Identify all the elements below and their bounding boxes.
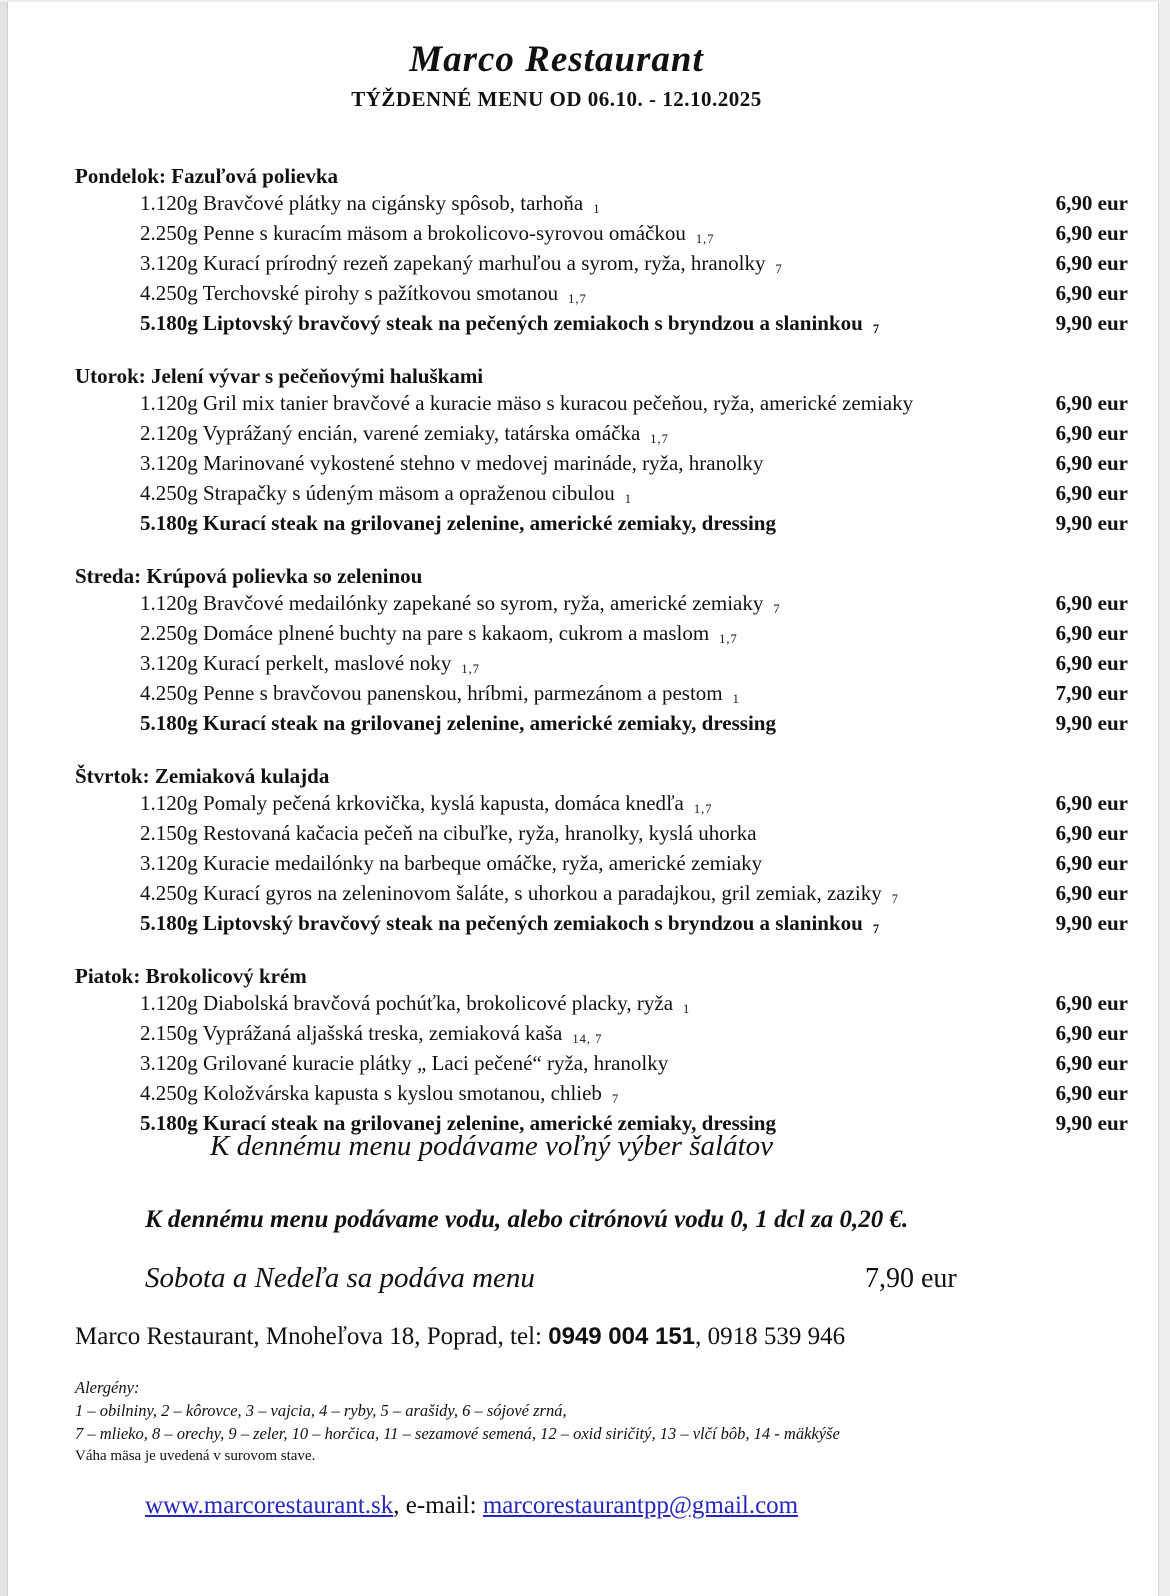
raw-weight-note: Váha mäsa je uvedená v surovom stave. — [75, 1448, 316, 1464]
menu-item-price: 6,90 eur — [1055, 591, 1128, 615]
menu-item-price: 6,90 eur — [1055, 251, 1128, 275]
menu-item-text — [75, 310, 1056, 340]
document-header — [0, 38, 1113, 112]
allergen-numbers — [913, 402, 923, 416]
dish-name: 2.250g Domáce plnené buchty na pare s kakaom, cukrom a maslom — [140, 621, 710, 645]
menu-item-price: 6,90 eur — [1055, 1051, 1128, 1075]
menu-item-special — [75, 710, 1128, 740]
menu-item — [75, 190, 1128, 220]
salad-note: K dennému menu podávame voľný výber šalátov — [210, 1130, 773, 1162]
menu-item — [75, 880, 1128, 910]
menu-item-price: 7,90 eur — [1055, 681, 1128, 705]
allergen-numbers: 7 — [872, 922, 881, 936]
weekend-menu-note: Sobota a Nedeľa sa podáva menu — [145, 1262, 535, 1294]
menu-item-price: 6,90 eur — [1055, 221, 1128, 245]
allergen-numbers: 1 — [624, 492, 632, 506]
menu-item-price: 6,90 eur — [1055, 1021, 1128, 1045]
contact-address: Marco Restaurant, Mnoheľova 18, Poprad, tel: — [75, 1323, 549, 1350]
allergen-numbers: 1,7 — [719, 632, 738, 646]
menu-item — [75, 390, 1128, 420]
menu-item — [75, 790, 1128, 820]
dish-name: 5.180g Liptovský bravčový steak na pečených zemiakoch s bryndzou a slaninkou — [140, 911, 863, 935]
allergen-numbers: 1 — [593, 202, 601, 216]
menu-item-special — [75, 910, 1128, 940]
menu-item-price: 6,90 eur — [1055, 621, 1128, 645]
menu-item-text — [75, 190, 1056, 220]
dish-name: 4.250g Koložvárska kapusta s kyslou smotanou, chlieb — [140, 1081, 602, 1105]
menu-item-text — [75, 1050, 1056, 1080]
dish-name: 4.250g Terchovské pirohy s pažítkovou smotanou — [140, 281, 559, 305]
menu-item-price: 6,90 eur — [1055, 851, 1128, 875]
menu-item-text — [75, 880, 1056, 910]
footer-separator: , e-mail: — [393, 1492, 483, 1519]
day-header-pondelok: Pondelok: Fazuľová polievka — [75, 164, 339, 188]
menu-item-price: 6,90 eur — [1055, 191, 1128, 215]
allergen-legend-title: Alergény: — [75, 1378, 140, 1397]
allergen-numbers: 1,7 — [695, 232, 715, 246]
menu-item-text — [75, 390, 1056, 420]
menu-item — [75, 1020, 1128, 1050]
day-header-piatok: Piatok: Brokolicový krém — [75, 964, 307, 988]
menu-item-price: 9,90 eur — [1055, 711, 1128, 735]
menu-item — [75, 280, 1128, 310]
allergen-numbers — [757, 832, 767, 846]
dish-name: 5.180g Kurací steak na grilovanej zelenine, americké zemiaky, dressing — [140, 511, 776, 535]
day-block-stvrtok — [75, 763, 1128, 940]
menu-item-price: 6,90 eur — [1055, 881, 1128, 905]
menu-item — [75, 820, 1128, 850]
menu-item-text — [75, 850, 1056, 880]
menu-item-price: 6,90 eur — [1055, 991, 1128, 1015]
dish-name: 1.120g Bravčové plátky na cigánsky spôsob, tarhoňa — [140, 191, 584, 215]
dish-name: 2.150g Restovaná kačacia pečeň na cibuľke, ryža, hranolky, kyslá uhorka — [140, 821, 757, 845]
menu-item — [75, 450, 1128, 480]
dish-name: 1.120g Diabolská bravčová pochúťka, brokolicové placky, ryža — [140, 991, 674, 1015]
allergen-legend-line1: 1 – obilniny, 2 – kôrovce, 3 – vajcia, 4 – ryby, 5 – arašidy, 6 – sójové zrná, — [75, 1401, 567, 1420]
menu-item — [75, 480, 1128, 510]
allergen-numbers: 1,7 — [693, 802, 713, 816]
day-block-pondelok — [75, 163, 1128, 340]
footer-links — [145, 1492, 798, 1520]
menu-item-price: 6,90 eur — [1055, 1081, 1128, 1105]
allergen-legend-line2: 7 – mlieko, 8 – orechy, 9 – zeler, 10 – horčica, 11 – sezamové semená, 12 – oxid siričitý, 13 – vlčí bôb, 14 - mäkkýše — [75, 1424, 840, 1443]
weekend-menu-price: 7,90 eur — [865, 1263, 957, 1294]
allergen-numbers: 7 — [773, 602, 781, 616]
menu-item-text — [75, 820, 1056, 850]
allergen-numbers — [762, 862, 772, 876]
contact-line — [75, 1323, 845, 1351]
dish-name: 3.120g Grilované kuracie plátky „ Laci pečené“ ryža, hranolky — [140, 1051, 669, 1075]
menu-item — [75, 220, 1128, 250]
menu-item-text — [75, 420, 1056, 450]
allergen-numbers: 7 — [775, 262, 783, 276]
menu-item — [75, 850, 1128, 880]
menu-item-price: 9,90 eur — [1055, 1111, 1128, 1135]
day-header-utorok: Utorok: Jelení vývar s pečeňovými haluškami — [75, 364, 484, 388]
scan-edge-left — [0, 0, 8, 1596]
dish-name: 2.150g Vyprážaná aljašská treska, zemiaková kaša — [140, 1021, 563, 1045]
dish-name: 2.250g Penne s kuracím mäsom a brokolicovo-syrovou omáčkou — [140, 221, 686, 245]
menu-item — [75, 420, 1128, 450]
dish-name: 5.180g Liptovský bravčový steak na pečených zemiakoch s bryndzou a slaninkou — [140, 311, 863, 335]
menu-item-text — [75, 990, 1056, 1020]
allergen-numbers — [668, 1062, 678, 1076]
menu-item — [75, 250, 1128, 280]
dish-name: 5.180g Kurací steak na grilovanej zelenine, americké zemiaky, dressing — [140, 1111, 776, 1135]
day-header-streda: Streda: Krúpová polievka so zeleninou — [75, 564, 423, 588]
dish-name: 3.120g Kurací perkelt, maslové noky — [140, 651, 452, 675]
email-link[interactable]: marcorestaurantpp@gmail.com — [482, 1492, 799, 1519]
day-block-piatok — [75, 963, 1128, 1140]
menu-item — [75, 1080, 1128, 1110]
allergen-numbers — [776, 1122, 786, 1136]
menu-item-price: 6,90 eur — [1055, 451, 1128, 475]
menu-item — [75, 990, 1128, 1020]
day-header-stvrtok: Štvrtok: Zemiaková kulajda — [75, 764, 330, 788]
menu-item-text — [75, 1020, 1056, 1050]
menu-item-price: 9,90 eur — [1055, 511, 1128, 535]
menu-item-price: 6,90 eur — [1055, 281, 1128, 305]
day-block-utorok — [75, 363, 1128, 540]
menu-item-price: 6,90 eur — [1055, 391, 1128, 415]
weekly-menu — [75, 163, 1128, 1163]
dish-name: 1.120g Bravčové medailónky zapekané so syrom, ryža, americké zemiaky — [140, 591, 764, 615]
dish-name: 3.120g Kurací prírodný rezeň zapekaný marhuľou a syrom, ryža, hranolky — [140, 251, 766, 275]
menu-item-price: 6,90 eur — [1055, 651, 1128, 675]
dish-name: 4.250g Kurací gyros na zeleninovom šaláte, s uhorkou a paradajkou, gril zemiak, zaziky — [140, 881, 882, 905]
dish-name: 3.120g Marinované vykostené stehno v medovej marináde, ryža, hranolky — [140, 451, 764, 475]
phone-primary: 0949 004 151 — [548, 1323, 696, 1350]
menu-item — [75, 620, 1128, 650]
allergen-numbers: 1 — [732, 692, 740, 706]
menu-item-text — [75, 480, 1056, 510]
menu-item-special — [75, 510, 1128, 540]
dish-name: 4.250g Penne s bravčovou panenskou, hríbmi, parmezánom a pestom — [140, 681, 723, 705]
menu-item-price: 6,90 eur — [1055, 791, 1128, 815]
menu-item — [75, 680, 1128, 710]
menu-item-text — [75, 650, 1056, 680]
allergen-numbers — [776, 722, 786, 736]
menu-item-text — [75, 220, 1056, 250]
allergen-numbers: 1,7 — [650, 432, 669, 446]
allergen-numbers: 7 — [891, 892, 900, 906]
dish-name: 2.120g Vyprážaný encián, varené zemiaky, tatárska omáčka — [140, 421, 641, 445]
dish-name: 3.120g Kuracie medailónky na barbeque omáčke, ryža, americké zemiaky — [140, 851, 763, 875]
menu-item-price: 6,90 eur — [1055, 481, 1128, 505]
dish-name: 1.120g Pomaly pečená krkovička, kyslá kapusta, domáca knedľa — [140, 791, 684, 815]
menu-item-text — [75, 680, 1056, 710]
menu-item-text — [75, 510, 1056, 540]
menu-item-text — [75, 450, 1056, 480]
menu-item-text — [75, 590, 1056, 620]
allergen-numbers: 1 — [683, 1002, 691, 1016]
menu-item-price: 9,90 eur — [1055, 911, 1128, 935]
dish-name: 1.120g Gril mix tanier bravčové a kuracie mäso s kuracou pečeňou, ryža, americké zemiaky — [140, 391, 914, 415]
allergen-numbers: 7 — [611, 1092, 620, 1106]
menu-item-text — [75, 1080, 1056, 1110]
menu-item-text — [75, 710, 1056, 740]
scan-edge-right — [1158, 0, 1170, 1596]
menu-item-text — [75, 790, 1056, 820]
allergen-numbers: 1,7 — [568, 292, 587, 306]
phone-secondary: , 0918 539 946 — [695, 1323, 846, 1350]
menu-item — [75, 1050, 1128, 1080]
menu-item-price: 6,90 eur — [1055, 421, 1128, 445]
menu-item — [75, 590, 1128, 620]
allergen-legend — [75, 1376, 840, 1468]
menu-item-price: 9,90 eur — [1055, 311, 1128, 335]
allergen-numbers: 7 — [872, 322, 881, 336]
menu-item-text — [75, 280, 1056, 310]
allergen-numbers — [763, 462, 773, 476]
menu-item-special — [75, 310, 1128, 340]
menu-item-text — [75, 250, 1056, 280]
menu-item-price: 6,90 eur — [1055, 821, 1128, 845]
dish-name: 4.250g Strapačky s údeným mäsom a opraženou cibulou — [140, 481, 615, 505]
dish-name: 5.180g Kurací steak na grilovanej zelenine, americké zemiaky, dressing — [140, 711, 776, 735]
menu-item-text — [75, 910, 1056, 940]
water-note: K dennému menu podávame vodu, alebo citrónovú vodu 0, 1 dcl za 0,20 €. — [145, 1206, 909, 1233]
restaurant-title: Marco Restaurant — [409, 39, 704, 80]
menu-item-text — [75, 620, 1056, 650]
scan-edge-top — [0, 0, 1170, 2]
website-link[interactable]: www.marcorestaurant.sk — [145, 1492, 394, 1519]
allergen-numbers: 1,7 — [461, 662, 481, 676]
allergen-numbers: 14, 7 — [572, 1032, 603, 1046]
allergen-numbers — [776, 522, 786, 536]
day-block-streda — [75, 563, 1128, 740]
weekly-menu-subtitle: TÝŽDENNÉ MENU OD 06.10. - 12.10.2025 — [351, 87, 762, 111]
menu-item — [75, 650, 1128, 680]
